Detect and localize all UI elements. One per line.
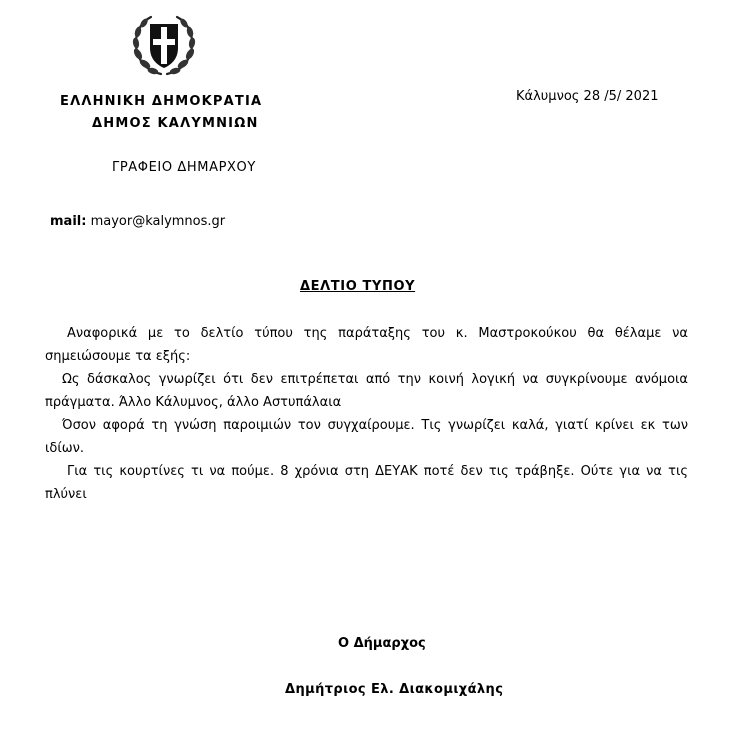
document-title: ΔΕΛΤΙΟ ΤΥΠΟΥ — [300, 279, 416, 294]
greek-coat-of-arms-icon — [131, 12, 197, 78]
document-date: Κάλυμνος 28 /5/ 2021 — [516, 89, 659, 104]
mail-address[interactable]: mayor@kalymnos.gr — [90, 214, 226, 229]
signer-title: Ο Δήμαρχος — [338, 636, 426, 651]
paragraph: Για τις κουρτίνες τι να πούμε. 8 χρόνια στη ΔΕΥΑΚ ποτέ δεν τις τράβηξε. Ούτε για να τις πλύνει — [45, 464, 688, 502]
paragraph: Ως δάσκαλος γνωρίζει ότι δεν επιτρέπεται από την κοινή λογική να συγκρίνουμε ανόμοια πράγματα. Άλλο Κάλυμνος, άλλο Αστυπάλαια — [45, 372, 688, 410]
header-municipality: ΔΗΜΟΣ ΚΑΛΥΜΝΙΩΝ — [92, 116, 259, 131]
header-office: ΓΡΑΦΕΙΟ ΔΗΜΑΡΧΟΥ — [112, 160, 256, 175]
mail-label: mail: — [50, 214, 87, 229]
paragraph: Όσον αφορά τη γνώση παροιμιών τον συγχαίρουμε. Τις γνωρίζει καλά, γιατί κρίνει εκ των ιδίων. — [45, 418, 688, 456]
signer-name: Δημήτριος Ελ. Διακομιχάλης — [285, 682, 504, 697]
contact-mail — [50, 214, 225, 229]
document-body — [45, 322, 688, 506]
paragraph: Αναφορικά με το δελτίο τύπου της παράταξης του κ. Μαστροκούκου θα θέλαμε να σημειώσουμε τα εξής: — [45, 326, 688, 364]
header-country: ΕΛΛΗΝΙΚΗ ΔΗΜΟΚΡΑΤΙΑ — [60, 94, 263, 109]
